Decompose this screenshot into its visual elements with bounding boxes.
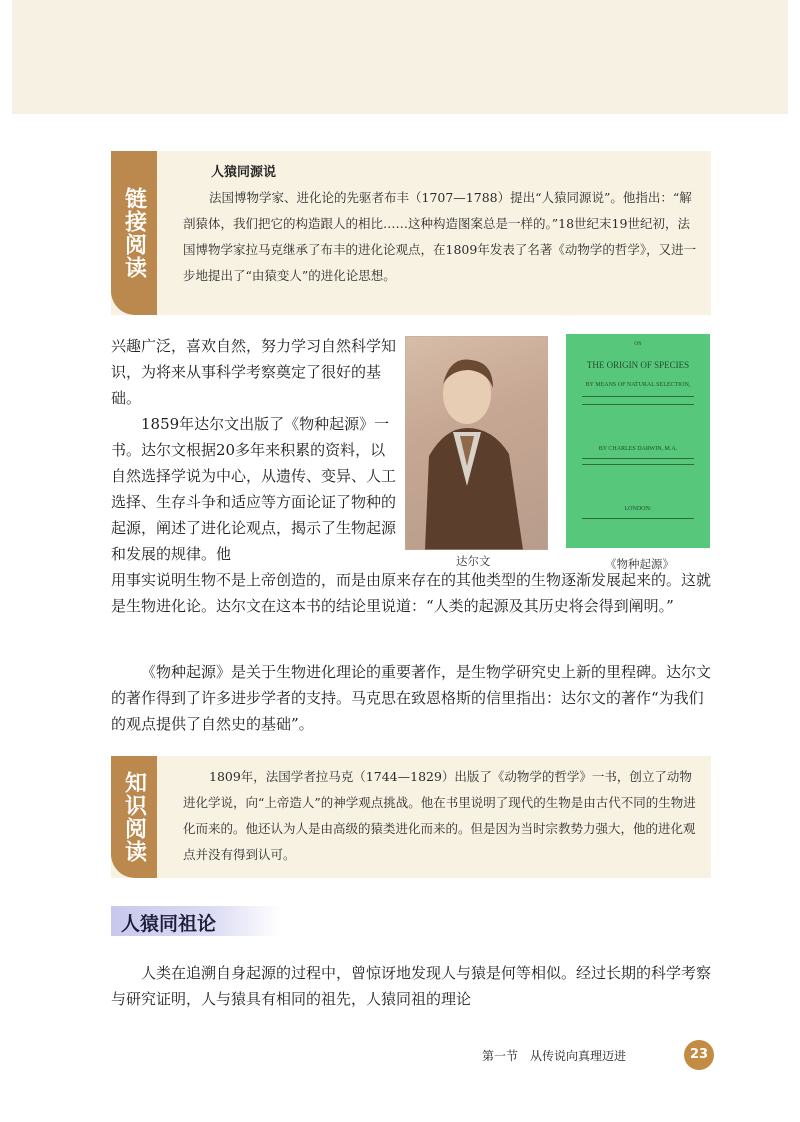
book-cover-rule [582,404,694,405]
body-paragraph-1: 兴趣广泛，喜欢自然，努力学习自然科学知识，为将来从事科学考察奠定了很好的基础。 [111,337,397,407]
darwin-portrait-image [405,336,548,550]
link-box-title: 人猿同源说 [211,165,277,180]
origin-of-species-cover-image [566,334,710,548]
footer-chapter-title: 第一节 从传说向真理迈进 [482,1049,627,1063]
book-cover-rule [582,518,694,519]
page-number-badge: 23 [684,1040,714,1070]
top-header-band [12,0,788,114]
book-cover-author: BY CHARLES DARWIN, M.A. [598,446,678,452]
body-paragraph-3: 《物种起源》是关于生物进化理论的重要著作，是生物学研究史上新的里程碑。达尔文的著作得到了许多进步学者的支持。马克思在致恩格斯的信里指出：达尔文的著作“为我们的观点提供了自然史的基础”。 [111,663,712,733]
link-box-text: 法国博物学家、进化论的先驱者布丰（1707—1788）提出“人猿同源说”。他指出：“解剖猿体，我们把它的构造跟人的相比……这种构造图案总是一样的。”18世纪末19世纪初，法国博物学家拉马克继承了布丰的进化论观点，在1809年发表了名著《动物学的哲学》，又进一步地提出了“由猿变人”的进化论思想。 [183,190,697,283]
body-paragraph-2b: 用事实说明生物不是上帝创造的，而是由原来存在的其他类型的生物逐渐发展起来的。这就是生物进化论。达尔文在这本书的结论里说道：“人类的起源及其历史将会得到阐明。” [111,571,712,615]
knowledge-reading-tab: 知识阅读 [111,756,157,878]
knowledge-box-text-block [183,764,697,868]
link-reading-box [111,151,711,315]
knowledge-reading-box [111,756,711,878]
book-caption: 《物种起源》 [605,557,674,571]
book-cover-place: LONDON: [624,506,652,512]
link-box-text-block [183,185,697,289]
book-cover-title: THE ORIGIN OF SPECIES [586,360,690,370]
section-paragraph: 人类在追溯自身起源的过程中，曾惊讶地发现人与猿是何等相似。经过长期的科学考察与研究证明，人与猿具有相同的祖先，人猿同祖的理论 [111,964,712,1008]
section-heading: 人猿同祖论 [121,913,217,935]
knowledge-box-text: 1809年，法国学者拉马克（1744—1829）出版了《动物学的哲学》一书，创立了动物进化学说，向“上帝造人”的神学观点挑战。他在书里说明了现代的生物是由古代不同的生物进化而来的。他还认为人是由高级的猿类进化而来的。但是因为当时宗教势力强大，他的进化观点并没有得到认可。 [183,769,696,862]
book-cover-subtitle: BY MEANS OF NATURAL SELECTION, [585,382,691,388]
link-reading-tab: 链接阅读 [111,151,157,315]
body-paragraph-2a: 1859年达尔文出版了《物种起源》一书。达尔文根据20多年来积累的资料，以自然选择学说为中心，从遗传、变异、人工选择、生存斗争和适应等方面论证了物种的起源，阐述了进化论观点，揭示了生物起源和发展的规律。他 [111,415,397,563]
book-cover-rule [582,464,694,465]
darwin-portrait-drawing [405,336,548,550]
book-cover-rule [582,458,694,459]
book-cover-small-text: ON [634,342,642,347]
section-heading-bar [111,906,281,936]
portrait-caption: 达尔文 [456,554,491,568]
book-cover-rule [582,396,694,397]
